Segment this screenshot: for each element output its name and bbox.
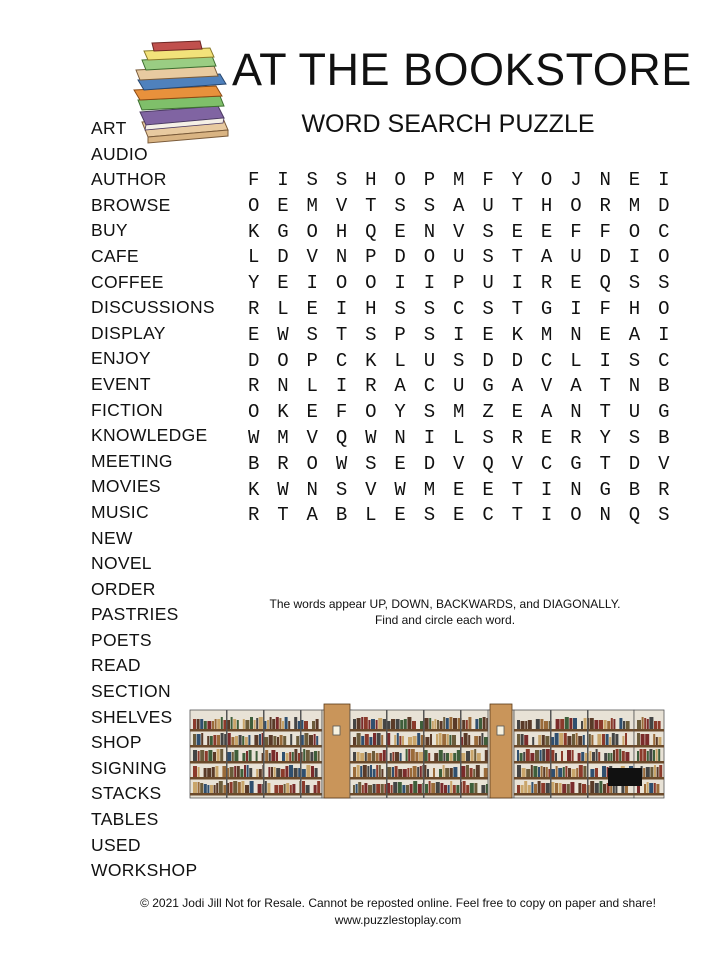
grid-letter: E: [482, 478, 494, 501]
grid-letter: E: [511, 220, 524, 243]
grid-letter: N: [570, 478, 582, 501]
grid-letter: D: [482, 349, 494, 372]
grid-letter: R: [658, 478, 670, 501]
grid-letter: R: [365, 375, 377, 398]
grid-letter: D: [394, 246, 406, 269]
grid-letter: Y: [247, 272, 260, 295]
grid-letter: K: [277, 401, 289, 424]
grid-letter: M: [306, 194, 318, 217]
instructions: [240, 596, 650, 628]
grid-letter: R: [511, 426, 524, 449]
grid-letter: T: [277, 504, 289, 527]
word-list-item: KNOWLEDGE: [91, 425, 208, 446]
grid-letter: V: [453, 452, 465, 475]
grid-letter: F: [570, 220, 582, 243]
grid-letter: I: [511, 272, 524, 295]
grid-letter: M: [628, 194, 641, 217]
grid-letter: Q: [482, 452, 494, 475]
grid-letter: D: [277, 246, 289, 269]
grid-letter: R: [599, 194, 611, 217]
grid-letter: E: [570, 272, 582, 295]
grid-letter: D: [511, 349, 524, 372]
grid-letter: I: [540, 504, 553, 527]
grid-letter: O: [570, 194, 582, 217]
grid-letter: C: [540, 452, 553, 475]
grid-letter: I: [453, 323, 465, 346]
grid-letter: A: [540, 246, 553, 269]
grid-letter: N: [570, 323, 582, 346]
grid-letter: I: [335, 297, 348, 320]
footer: [0, 895, 720, 929]
word-list-item: BUY: [91, 220, 128, 241]
grid-letter: V: [335, 194, 348, 217]
grid-letter: E: [394, 452, 406, 475]
grid-letter: S: [628, 426, 641, 449]
grid-letter: W: [247, 426, 260, 449]
grid-letter: R: [277, 452, 289, 475]
word-list-item: DISPLAY: [91, 322, 166, 343]
grid-letter: N: [599, 169, 611, 191]
grid-letter: N: [335, 246, 348, 269]
word-list-item: ART: [91, 118, 127, 138]
grid-letter: G: [277, 220, 289, 243]
page-subtitle: WORD SEARCH PUZZLE: [301, 110, 595, 138]
grid-letter: V: [306, 246, 318, 269]
grid-letter: W: [394, 478, 406, 501]
grid-letter: G: [540, 297, 553, 320]
grid-letter: S: [482, 426, 494, 449]
grid-letter: G: [658, 401, 670, 424]
grid-letter: Q: [628, 504, 641, 527]
grid-letter: U: [423, 349, 436, 372]
grid-letter: F: [599, 297, 611, 320]
grid-letter: T: [599, 452, 611, 475]
grid-letter: E: [511, 401, 524, 424]
grid-letter: H: [365, 297, 377, 320]
grid-letter: S: [658, 504, 670, 527]
grid-letter: H: [335, 220, 348, 243]
grid-letter: U: [482, 194, 494, 217]
grid-letter: N: [628, 375, 641, 398]
grid-letter: O: [277, 349, 289, 372]
word-list-item: STACKS: [91, 783, 162, 804]
grid-letter: I: [658, 169, 670, 191]
grid-letter: W: [335, 452, 348, 475]
grid-letter: E: [540, 426, 553, 449]
grid-letter: K: [247, 220, 260, 243]
grid-letter: O: [628, 220, 641, 243]
grid-letter: O: [335, 272, 348, 295]
grid-letter: P: [453, 272, 465, 295]
grid-letter: U: [482, 272, 494, 295]
grid-letter: E: [277, 272, 289, 295]
word-list-item: AUDIO: [91, 143, 148, 164]
grid-letter: S: [628, 272, 641, 295]
grid-letter: N: [570, 401, 582, 424]
grid-letter: P: [423, 169, 436, 191]
website-link: www.puzzlestoplay.com: [334, 913, 462, 927]
grid-letter: I: [306, 272, 318, 295]
word-list-item: ENJOY: [91, 348, 151, 369]
grid-letter: G: [482, 375, 494, 398]
grid-letter: E: [453, 504, 465, 527]
word-list-item: SHOP: [91, 732, 142, 753]
grid-letter: S: [423, 401, 436, 424]
grid-letter: W: [365, 426, 377, 449]
grid-letter: D: [628, 452, 641, 475]
grid-letter: J: [570, 169, 582, 191]
grid-letter: U: [570, 246, 582, 269]
grid-letter: A: [540, 401, 553, 424]
grid-letter: C: [540, 349, 553, 372]
word-list-item: USED: [91, 834, 141, 855]
word-list-item: TABLES: [91, 809, 159, 830]
grid-letter: S: [423, 504, 436, 527]
grid-letter: C: [423, 375, 436, 398]
instructions-line-1: The words appear UP, DOWN, BACKWARDS, and DIAGONALLY.: [269, 597, 621, 611]
grid-letter: P: [306, 349, 318, 372]
grid-letter: Y: [394, 401, 406, 424]
grid-letter: B: [335, 504, 348, 527]
grid-letter: L: [306, 375, 318, 398]
word-list-item: MEETING: [91, 450, 173, 471]
grid-letter: T: [511, 194, 524, 217]
grid-letter: R: [247, 504, 260, 527]
grid-letter: O: [247, 194, 260, 217]
grid-letter: U: [628, 401, 641, 424]
grid-letter: G: [570, 452, 582, 475]
word-list-item: DISCUSSIONS: [91, 297, 215, 318]
grid-letter: O: [540, 169, 553, 191]
grid-letter: T: [511, 246, 524, 269]
grid-letter: R: [247, 375, 260, 398]
grid-letter: L: [277, 297, 289, 320]
grid-letter: Y: [599, 426, 611, 449]
page-title: AT THE BOOKSTORE: [232, 44, 692, 95]
word-list-item: ORDER: [91, 578, 156, 599]
grid-letter: N: [394, 426, 406, 449]
grid-letter: A: [570, 375, 582, 398]
grid-letter: M: [453, 169, 465, 191]
grid-letter: V: [365, 478, 377, 501]
grid-letter: M: [277, 426, 289, 449]
grid-letter: E: [482, 323, 494, 346]
grid-letter: S: [335, 169, 348, 191]
grid-letter: A: [394, 375, 406, 398]
grid-letter: B: [658, 426, 670, 449]
grid-letter: E: [247, 323, 260, 346]
grid-letter: I: [540, 478, 553, 501]
grid-letter: S: [365, 323, 377, 346]
grid-letter: S: [423, 323, 436, 346]
grid-letter: C: [453, 297, 465, 320]
grid-letter: E: [628, 169, 641, 191]
grid-letter: S: [482, 220, 494, 243]
grid-letter: E: [453, 478, 465, 501]
word-list-item: WORKSHOP: [91, 860, 198, 881]
grid-letter: V: [511, 452, 524, 475]
grid-letter: C: [482, 504, 494, 527]
grid-letter: A: [453, 194, 465, 217]
grid-letter: N: [306, 478, 318, 501]
grid-letter: S: [423, 297, 436, 320]
grid-letter: D: [658, 194, 670, 217]
grid-letter: L: [453, 426, 465, 449]
grid-letter: I: [277, 169, 289, 191]
grid-letter: C: [658, 349, 670, 372]
grid-letter: N: [423, 220, 436, 243]
grid-letter: V: [453, 220, 465, 243]
grid-letter: K: [511, 323, 524, 346]
grid-letter: D: [247, 349, 260, 372]
grid-letter: S: [394, 297, 406, 320]
word-list-item: PASTRIES: [91, 604, 179, 625]
word-list-item: EVENT: [91, 373, 151, 394]
grid-letter: I: [423, 426, 436, 449]
grid-letter: V: [540, 375, 553, 398]
grid-letter: E: [394, 504, 406, 527]
grid-letter: S: [306, 323, 318, 346]
grid-letter: S: [658, 272, 670, 295]
grid-letter: S: [453, 349, 465, 372]
grid-letter: Z: [482, 401, 494, 424]
grid-letter: K: [247, 478, 260, 501]
grid-letter: S: [423, 194, 436, 217]
grid-letter: W: [277, 478, 289, 501]
grid-letter: R: [570, 426, 582, 449]
grid-letter: T: [599, 375, 611, 398]
grid-letter: T: [511, 478, 524, 501]
grid-letter: M: [453, 401, 465, 424]
grid-letter: T: [335, 323, 348, 346]
grid-letter: M: [540, 323, 553, 346]
instructions-line-2: Find and circle each word.: [374, 613, 516, 627]
word-list-item: FICTION: [91, 399, 164, 420]
grid-letter: I: [335, 375, 348, 398]
grid-letter: B: [658, 375, 670, 398]
grid-letter: F: [599, 220, 611, 243]
bookshelves-illustration: [188, 702, 668, 802]
grid-letter: D: [599, 246, 611, 269]
grid-letter: H: [365, 169, 377, 191]
grid-letter: Q: [599, 272, 611, 295]
grid-letter: P: [394, 323, 406, 346]
grid-letter: B: [247, 452, 260, 475]
grid-letter: O: [658, 297, 670, 320]
letter-grid: [239, 168, 678, 529]
grid-letter: O: [658, 246, 670, 269]
word-list-item: SHELVES: [91, 706, 173, 727]
grid-letter: R: [247, 297, 260, 320]
grid-letter: S: [394, 194, 406, 217]
grid-letter: E: [306, 401, 318, 424]
word-list-item: CAFE: [91, 245, 139, 266]
grid-letter: E: [540, 220, 553, 243]
grid-letter: Q: [365, 220, 377, 243]
word-list-item: READ: [91, 655, 141, 676]
word-list-item: POETS: [91, 629, 152, 650]
grid-letter: A: [306, 504, 318, 527]
grid-letter: O: [306, 220, 318, 243]
grid-letter: S: [482, 246, 494, 269]
grid-letter: A: [628, 323, 641, 346]
grid-letter: T: [511, 297, 524, 320]
grid-letter: I: [394, 272, 406, 295]
grid-letter: G: [599, 478, 611, 501]
grid-letter: I: [570, 297, 582, 320]
grid-letter: V: [658, 452, 670, 475]
grid-letter: U: [453, 246, 465, 269]
grid-letter: S: [306, 169, 318, 191]
word-list-item: SECTION: [91, 681, 171, 702]
grid-letter: I: [628, 246, 641, 269]
grid-letter: R: [540, 272, 553, 295]
grid-letter: Q: [335, 426, 348, 449]
grid-letter: L: [570, 349, 582, 372]
word-list-item: MUSIC: [91, 501, 149, 522]
copyright-text: © 2021 Jodi Jill Not for Resale. Cannot be reposted online. Feel free to copy on paper and share!: [140, 896, 656, 910]
grid-letter: O: [394, 169, 406, 191]
grid-letter: I: [423, 272, 436, 295]
grid-letter: D: [423, 452, 436, 475]
grid-letter: S: [628, 349, 641, 372]
grid-letter: N: [599, 504, 611, 527]
grid-letter: I: [599, 349, 611, 372]
grid-letter: E: [394, 220, 406, 243]
grid-letter: H: [540, 194, 553, 217]
grid-letter: E: [277, 194, 289, 217]
grid-letter: F: [482, 169, 494, 191]
word-list-item: AUTHOR: [91, 169, 167, 190]
word-list-item: COFFEE: [91, 271, 164, 292]
grid-letter: N: [277, 375, 289, 398]
grid-letter: I: [658, 323, 670, 346]
grid-letter: B: [628, 478, 641, 501]
grid-letter: F: [247, 169, 260, 191]
grid-letter: U: [453, 375, 465, 398]
word-list-item: NEW: [91, 527, 133, 548]
word-list-item: SIGNING: [91, 757, 167, 778]
grid-letter: O: [247, 401, 260, 424]
grid-letter: S: [335, 478, 348, 501]
grid-letter: P: [365, 246, 377, 269]
grid-letter: M: [423, 478, 436, 501]
grid-letter: O: [306, 452, 318, 475]
grid-letter: O: [365, 272, 377, 295]
grid-letter: T: [599, 401, 611, 424]
grid-letter: C: [658, 220, 670, 243]
grid-letter: K: [365, 349, 377, 372]
grid-letter: W: [277, 323, 289, 346]
grid-letter: L: [365, 504, 377, 527]
grid-letter: A: [511, 375, 524, 398]
grid-letter: F: [335, 401, 348, 424]
grid-letter: E: [599, 323, 611, 346]
grid-letter: C: [335, 349, 348, 372]
grid-letter: O: [365, 401, 377, 424]
grid-letter: Y: [511, 169, 524, 191]
grid-letter: S: [482, 297, 494, 320]
grid-letter: E: [306, 297, 318, 320]
word-list-item: NOVEL: [91, 553, 152, 574]
word-list-item: MOVIES: [91, 476, 161, 497]
grid-letter: V: [306, 426, 318, 449]
grid-letter: L: [247, 246, 260, 269]
grid-letter: L: [394, 349, 406, 372]
word-list-item: BROWSE: [91, 194, 171, 215]
grid-letter: T: [511, 504, 524, 527]
grid-letter: O: [570, 504, 582, 527]
grid-letter: H: [628, 297, 641, 320]
grid-letter: S: [365, 452, 377, 475]
grid-letter: T: [365, 194, 377, 217]
grid-letter: O: [423, 246, 436, 269]
